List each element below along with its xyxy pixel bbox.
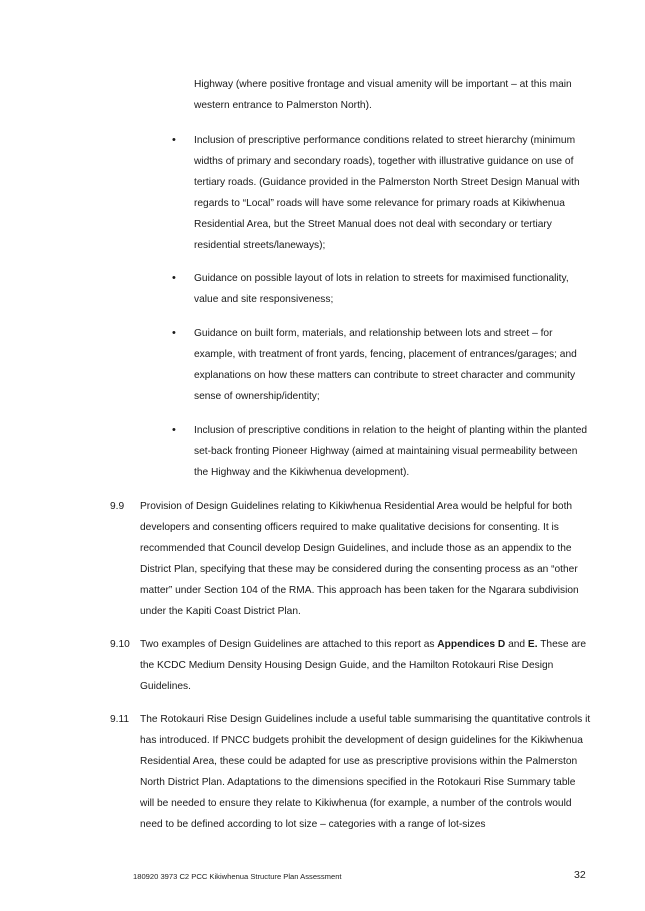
paragraph-9-11 — [110, 709, 600, 835]
paragraph-text — [140, 634, 592, 697]
appendix-ref-bold: E. — [527, 639, 538, 650]
continuation-text: Highway (where positive frontage and visual amenity will be important – at this main western entrance to Palmerston North). — [194, 79, 572, 111]
bullet-icon: • — [172, 327, 176, 339]
footer-page-number: 32 — [574, 869, 586, 881]
paragraph-number: 9.11 — [110, 714, 130, 725]
bullet-text: Guidance on possible layout of lots in relation to streets for maximised functionality, value and site responsiveness; — [194, 273, 569, 305]
paragraph-text: Provision of Design Guidelines relating to Kikiwhenua Residential Area would be helpful for both developers and consenting officers required to make qualitative decisions for consenting. It is recommended that Council develop Design Guidelines, and include those as an appendix to the District Plan, specifying that these may be considered during the consenting process as an “other matter” under Section 104 of the RMA. This approach has been taken for the Ngarara subdivision under the Kapiti Coast District Plan. — [140, 501, 579, 617]
paragraph-number: 9.9 — [110, 501, 125, 512]
bullet-item — [172, 268, 594, 310]
appendix-ref-bold: Appendices D — [437, 639, 506, 650]
paragraph-text-part: These are the KCDC Medium Density Housing Design Guide, and the Hamilton Rotokauri Rise Design Guidelines. — [140, 639, 587, 692]
paragraph-text: The Rotokauri Rise Design Guidelines include a useful table summarising the quantitative controls it has introduced. If PNCC budgets prohibit the development of design guidelines for the Kikiwhenua Residential Area, these could be adapted for use as prescriptive provisions within the Palmerston North District Plan. Adaptations to the dimensions specified in the Rotokauri Rise Summary table will be needed to ensure they relate to Kikiwhenua (for example, a number of the controls would need to be defined according to lot size – categories with a range of lot-sizes — [140, 714, 591, 830]
bullet-item — [172, 323, 594, 407]
paragraph-9-9 — [110, 496, 600, 622]
paragraph-9-10 — [110, 634, 600, 697]
bullet-text: Inclusion of prescriptive conditions in relation to the height of planting within the planted set-back fronting Pioneer Highway (aimed at maintaining visual permeability between the Highway and the Kikiwhenua development). — [194, 425, 588, 478]
bullet-text: Inclusion of prescriptive performance conditions related to street hierarchy (minimum widths of primary and secondary roads), together with illustrative guidance on use of tertiary roads. (Guidance provided in the Palmerston North Street Design Manual with regards to “Local” roads will have some relevance for primary roads at Kikiwhenua Residential Area, but the Street Manual does not deal with secondary or tertiary residential streets/laneways); — [194, 135, 580, 251]
paragraph-text-part: and — [505, 639, 528, 650]
bullet-icon: • — [172, 424, 176, 436]
paragraph-text-part: Two examples of Design Guidelines are attached to this report as — [140, 639, 438, 650]
footer-document-ref: 180920 3973 C2 PCC Kikiwhenua Structure Plan Assessment — [133, 872, 342, 881]
paragraph-number: 9.10 — [110, 639, 130, 650]
bullet-item — [172, 420, 594, 483]
bullet-text: Guidance on built form, materials, and relationship between lots and street – for example, with treatment of front yards, fencing, placement of entrances/garages; and explanations on how these matters can contribute to street character and community sense of ownership/identity; — [194, 328, 577, 402]
bullet-item — [172, 130, 594, 256]
bullet-icon: • — [172, 134, 176, 146]
bullet-icon: • — [172, 272, 176, 284]
